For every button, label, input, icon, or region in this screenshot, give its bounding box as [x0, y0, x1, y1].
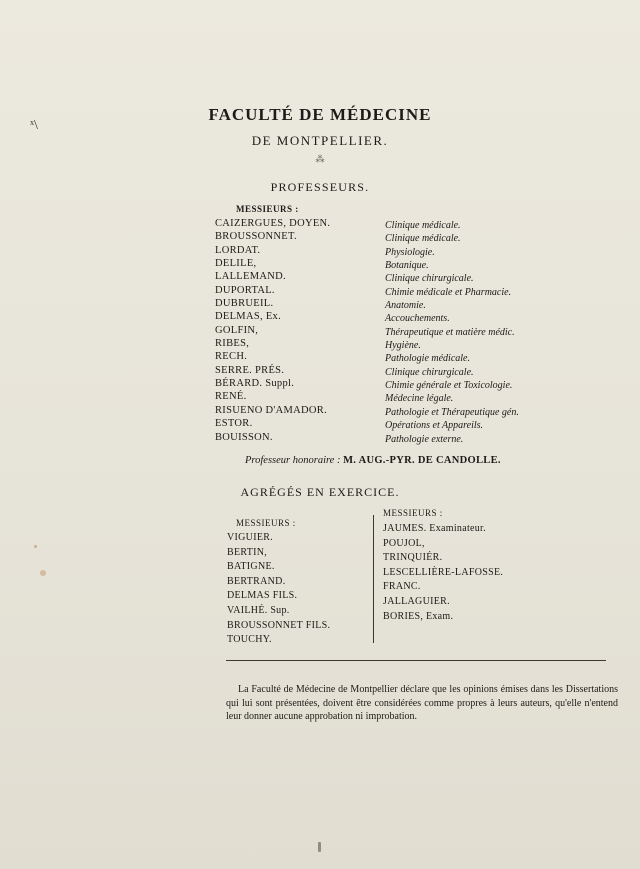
messieurs-label: MESSIEURS :	[236, 204, 299, 214]
column-divider	[373, 515, 374, 643]
specialty: Clinique chirurgicale.	[385, 366, 474, 378]
professor-names	[215, 217, 330, 444]
specialty: Anatomie.	[385, 300, 426, 312]
honorary-professor-line	[245, 455, 501, 466]
specialty: Chimie générale et Toxicologie.	[385, 380, 513, 392]
professeurs-heading: PROFESSEURS.	[270, 180, 370, 194]
agreges-right-header: MESSIEURS :	[383, 508, 443, 518]
professor-name: SERRE. PRÉS.	[215, 364, 285, 376]
professor-name: RENÉ.	[215, 391, 247, 403]
specialty: Opérations et Appareils.	[385, 420, 484, 432]
specialty: Clinique chirurgicale.	[385, 273, 474, 285]
agrege-name: TRINQUIÉR.	[383, 552, 443, 564]
professor-name: BOUISSON.	[215, 431, 273, 443]
agrege-name: BERTRAND.	[227, 575, 286, 587]
specialty: Thérapeutique et matière médic.	[385, 326, 515, 338]
agrege-name: TOUCHY.	[227, 634, 272, 646]
faculty-subtitle: DE MONTPELLIER.	[251, 133, 389, 148]
specialty: Clinique médicale.	[385, 220, 461, 231]
paper-stain	[318, 842, 321, 852]
agrege-name: BORIES, Exam.	[383, 610, 454, 622]
professor-name: RISUENO D'AMADOR.	[215, 404, 327, 416]
specialty: Pathologie et Thérapeutique gén.	[385, 406, 519, 418]
agrege-name: BATIGNE.	[227, 561, 275, 573]
professor-name: LORDAT.	[215, 244, 261, 256]
paper-stain	[40, 570, 46, 576]
specialty: Botanique.	[385, 260, 429, 272]
specialty: Pathologie externe.	[385, 433, 464, 445]
margin-mark: ˣ\	[30, 118, 38, 133]
agrege-name: BROUSSONNET FILS.	[227, 619, 331, 631]
agrege-name: FRANC.	[383, 581, 421, 593]
agreges-left-header: MESSIEURS :	[236, 518, 296, 528]
professor-name: BÉRARD. Suppl.	[215, 378, 295, 390]
agreges-right-list	[383, 522, 503, 624]
professor-name: DELILE,	[215, 258, 257, 270]
agrege-name: LESCELLIÈRE-LAFOSSE.	[383, 566, 504, 578]
paper-stain	[34, 545, 37, 548]
professor-specialties	[385, 219, 519, 446]
honorary-label: Professeur honoraire :	[245, 455, 341, 466]
professor-name: ESTOR.	[215, 418, 253, 430]
professor-name: DELMAS, Ex.	[215, 311, 282, 323]
professor-name: BROUSSONNET.	[215, 231, 297, 243]
ornament: ⁂	[315, 154, 325, 164]
agrege-name: POUJOL,	[383, 537, 425, 549]
specialty: Hygiène.	[385, 340, 421, 352]
agrege-name: VAILHÉ. Sup.	[227, 604, 290, 616]
professor-name: LALLEMAND.	[215, 271, 286, 283]
agrege-name: DELMAS FILS.	[227, 590, 298, 602]
agrege-name: JALLAGUIER.	[383, 595, 450, 607]
agrege-name: BERTIN,	[227, 546, 268, 558]
faculty-title: FACULTÉ DE MÉDECINE	[208, 105, 432, 124]
professor-name: GOLFIN,	[215, 324, 259, 336]
specialty: Médecine légale.	[385, 393, 454, 405]
specialty: Clinique médicale.	[385, 233, 461, 245]
specialty: Pathologie médicale.	[385, 353, 470, 365]
specialty: Physiologie.	[385, 246, 435, 258]
professor-name: RIBES,	[215, 338, 250, 350]
professor-name: RECH.	[215, 351, 248, 363]
specialty: Accouchements.	[385, 313, 450, 325]
professor-name: CAIZERGUES, DOYEN.	[215, 218, 331, 229]
agrege-name: JAUMES. Examinateur.	[383, 523, 486, 534]
honorary-name: M. AUG.-PYR. DE CANDOLLE.	[343, 455, 501, 466]
professor-name: DUBRUEIL.	[215, 298, 274, 310]
agrege-name: VIGUIER.	[227, 532, 274, 543]
faculty-disclaimer: La Faculté de Médecine de Montpellier déclare que les opinions émises dans les Dissertations qui lui sont présentées, doivent être considérées comme propres à leurs auteurs, qu'elle n'entend leur donner aucune approbation ni improbation.	[226, 684, 618, 722]
agreges-heading: AGRÉGÉS EN EXERCICE.	[240, 485, 400, 499]
agreges-left-list	[227, 531, 330, 648]
professor-name: DUPORTAL.	[215, 284, 275, 296]
specialty: Chimie médicale et Pharmacie.	[385, 286, 512, 298]
section-divider	[226, 660, 606, 661]
